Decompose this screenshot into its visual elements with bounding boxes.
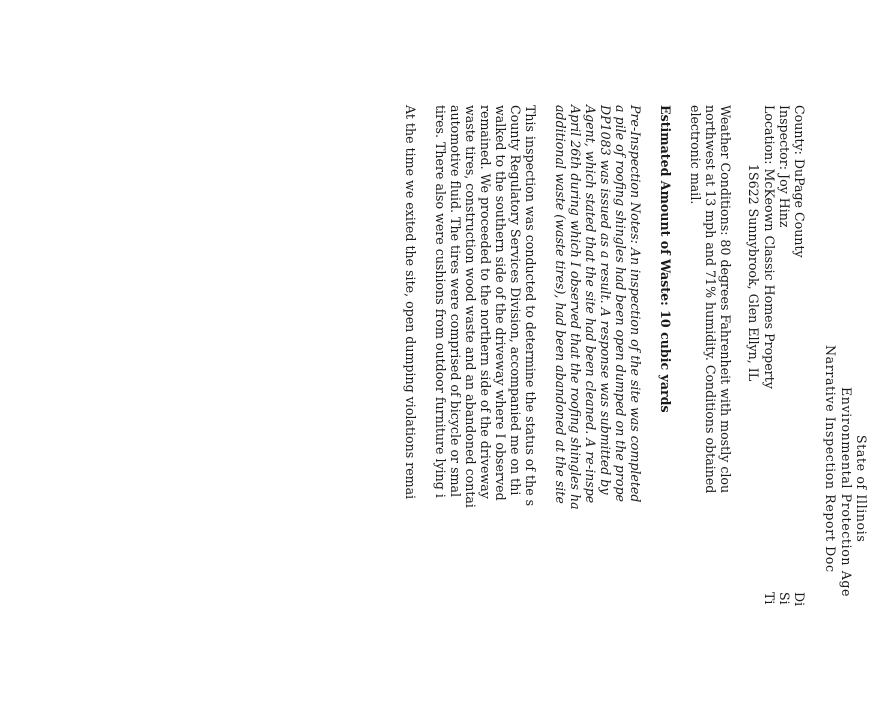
weather-line-3: electronic mail. <box>688 105 703 205</box>
pre-notes-line-1: Pre-Inspection Notes: An inspection of the site was completed <box>628 105 643 503</box>
waste-amount-heading: Estimated Amount of Waste: 10 cubic yards <box>658 105 673 413</box>
header-agency: Environmental Protection Age <box>839 387 854 598</box>
pre-notes-line-3: DP1083 was issued as a result. A response was submitted by <box>598 105 613 495</box>
closing-line: At the time we exited the site, open dumping violations remai <box>403 105 418 500</box>
header-state: State of Illinois <box>854 435 869 543</box>
body-line-2: County Regulatory Services Division, accompanied me on thi <box>508 105 523 496</box>
pre-notes-line-4: Agent, which stated that the site had been cleaned. A re-inspe <box>583 105 598 504</box>
body-line-5: waste tires, construction wood waste and an abandoned contai <box>463 105 478 508</box>
inspector-line: Inspector: Joy Hinz <box>777 105 792 228</box>
address-line: 1S622 Sunnybrook, Glen Ellyn, IL <box>746 164 761 382</box>
county-line: County: DuPage County <box>792 105 807 258</box>
body-line-3: walked to the southern side of the driveway where I observed <box>493 105 508 501</box>
body-line-4: remained. We proceeded to the northern side of the driveway <box>478 105 493 499</box>
rotated-document-page <box>260 0 880 720</box>
weather-line-1: Weather Conditions: 80 degrees Fahrenheit with mostly clou <box>718 105 733 494</box>
header-report-type: Narrative Inspection Report Doc <box>823 345 838 573</box>
right-column-label-2: Si <box>777 592 792 605</box>
pre-notes-line-5: April 26th during which I observed that the roofing shingles ha <box>568 105 583 510</box>
pre-notes-line-2: a pile of roofing shingles had been open dumped on the prope <box>613 105 628 502</box>
pre-notes-line-6: additional waste (waste tires), had been abandoned at the site <box>553 105 568 504</box>
body-line-1: This inspection was conducted to determine the status of the s <box>523 105 538 507</box>
weather-line-2: northwest at 13 mph and 71% humidity. Conditions obtained <box>703 105 718 494</box>
body-line-6: automotive fluid. The tires were comprised of bicycle or smal <box>448 105 463 498</box>
body-line-7: tires. There also were cushions from outdoor furniture lying i <box>433 105 448 498</box>
location-line: Location: McKeown Classic Homes Property <box>762 105 777 389</box>
right-column-label-1: Di <box>792 592 807 607</box>
right-column-label-3: Ti <box>762 592 777 605</box>
